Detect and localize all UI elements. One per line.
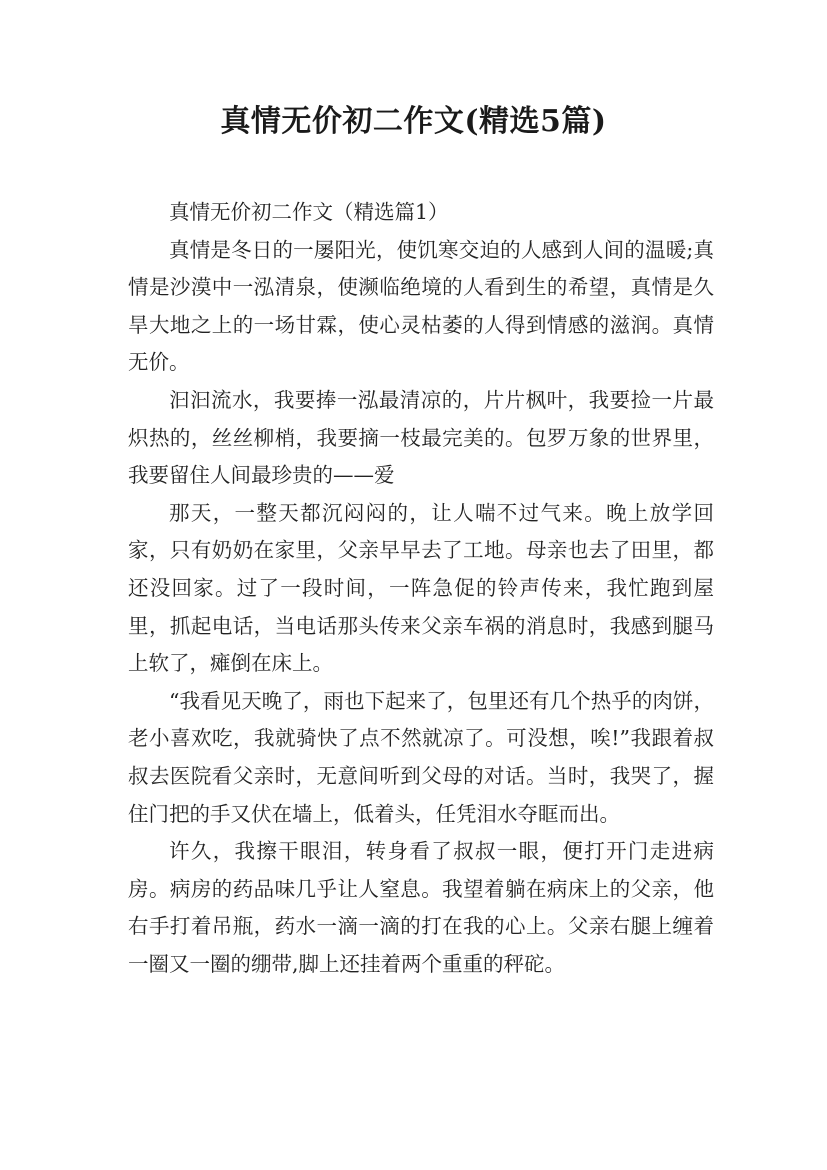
paragraph-2: 汩汩流水，我要捧一泓最清凉的，片片枫叶，我要捡一片最炽热的，丝丝柳梢，我要摘一枝最完美的。包罗万象的世界里，我要留住人间最珍贵的——爱	[128, 387, 714, 488]
section-heading: 真情无价初二作文（精选篇1）	[169, 200, 449, 224]
paragraph-1: 真情是冬日的一屡阳光，使饥寒交迫的人感到人间的温暖;真情是沙漠中一泓清泉，使濒临绝境的人看到生的希望，真情是久旱大地之上的一场甘霖，使心灵枯萎的人得到情感的滋润。真情无价。	[128, 237, 714, 375]
paragraph-3: 那天，一整天都沉闷闷的，让人喘不过气来。晚上放学回家，只有奶奶在家里，父亲早早去了工地。母亲也去了田里，都还没回家。过了一段时间，一阵急促的铃声传来，我忙跑到屋里，抓起电话，当电话那头传来父亲车祸的消息时，我感到腿马上软了，瘫倒在床上。	[128, 500, 714, 676]
document-body	[128, 194, 714, 983]
paragraph-5: 许久，我擦干眼泪，转身看了叔叔一眼，便打开门走进病房。病房的药品味几乎让人窒息。我望着躺在病床上的父亲，他右手打着吊瓶，药水一滴一滴的打在我的心上。父亲右腿上缠着一圈又一圈的绷带,脚上还挂着两个重重的秤砣。	[128, 839, 714, 976]
document-title: 真情无价初二作文(精选5篇)	[220, 104, 607, 139]
paragraph-4: “我看见天晚了，雨也下起来了，包里还有几个热乎的肉饼，老小喜欢吃，我就骑快了点不然就凉了。可没想，唉!”我跟着叔叔去医院看父亲时，无意间听到父母的对话。当时，我哭了，握住门把的手又伏在墙上，低着头，任凭泪水夺眶而出。	[128, 688, 714, 826]
